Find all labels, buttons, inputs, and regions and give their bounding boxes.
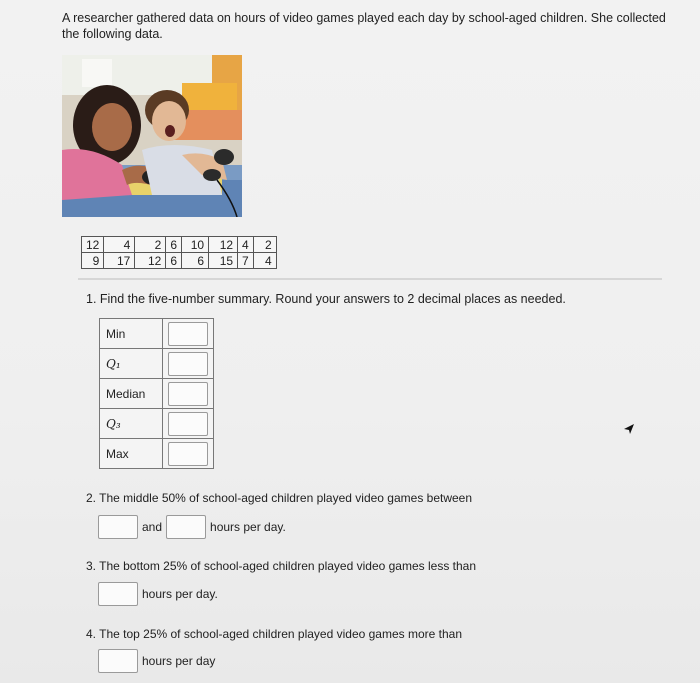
hours-per-day-label: hours per day. xyxy=(210,520,286,534)
summary-row-median xyxy=(100,379,214,409)
children-playing-video-games-photo xyxy=(62,55,242,217)
q1-label: Q₁ xyxy=(100,349,163,379)
table-cell: 12 xyxy=(82,237,104,253)
question-1-text: 1. Find the five-number summary. Round your answers to 2 decimal places as needed. xyxy=(86,292,566,306)
table-cell: 2 xyxy=(135,237,166,253)
table-cell: 15 xyxy=(209,253,238,269)
table-cell: 6 xyxy=(166,253,182,269)
five-number-summary-table xyxy=(99,318,214,469)
table-cell: 6 xyxy=(166,237,182,253)
photo-illustration xyxy=(62,55,242,217)
and-label: and xyxy=(142,520,163,534)
summary-row-q1 xyxy=(100,349,214,379)
max-answer-input[interactable] xyxy=(168,442,208,466)
table-row xyxy=(82,237,277,253)
question-3-text: 3. The bottom 25% of school-aged children played video games less than xyxy=(86,559,477,573)
table-cell: 12 xyxy=(135,253,166,269)
question-2-answer-row xyxy=(98,515,286,539)
problem-intro: A researcher gathered data on hours of video games played each day by school-aged children. She collected the following data. xyxy=(62,11,666,41)
q4-top-answer-input[interactable] xyxy=(98,649,138,673)
q2-lower-answer-input[interactable] xyxy=(98,515,138,539)
question-4-text: 4. The top 25% of school-aged children played video games more than xyxy=(86,627,463,641)
mouse-cursor-icon xyxy=(623,422,635,436)
summary-row-min xyxy=(100,319,214,349)
table-cell: 2 xyxy=(253,237,276,253)
question-3-answer-row xyxy=(98,582,218,606)
section-divider xyxy=(78,278,662,280)
q3-answer-input[interactable] xyxy=(168,412,208,436)
data-table xyxy=(81,236,277,269)
table-cell: 7 xyxy=(238,253,254,269)
table-cell: 4 xyxy=(238,237,254,253)
table-cell: 10 xyxy=(182,237,209,253)
question-2-text: 2. The middle 50% of school-aged children played video games between xyxy=(86,491,473,505)
table-cell: 12 xyxy=(209,237,238,253)
question-4-answer-row xyxy=(98,649,215,673)
q1-answer-input[interactable] xyxy=(168,352,208,376)
summary-row-max xyxy=(100,439,214,469)
table-cell: 9 xyxy=(82,253,104,269)
q3-label: Q₃ xyxy=(100,409,163,439)
max-label: Max xyxy=(100,439,163,469)
table-cell: 4 xyxy=(253,253,276,269)
min-label: Min xyxy=(100,319,163,349)
q2-upper-answer-input[interactable] xyxy=(166,515,206,539)
median-label: Median xyxy=(100,379,163,409)
summary-row-q3 xyxy=(100,409,214,439)
q3-bottom-answer-input[interactable] xyxy=(98,582,138,606)
table-row xyxy=(82,253,277,269)
table-cell: 6 xyxy=(182,253,209,269)
hours-per-day-label: hours per day xyxy=(142,654,216,668)
table-cell: 17 xyxy=(104,253,135,269)
table-cell: 4 xyxy=(104,237,135,253)
hours-per-day-label: hours per day. xyxy=(142,587,218,601)
median-answer-input[interactable] xyxy=(168,382,208,406)
min-answer-input[interactable] xyxy=(168,322,208,346)
